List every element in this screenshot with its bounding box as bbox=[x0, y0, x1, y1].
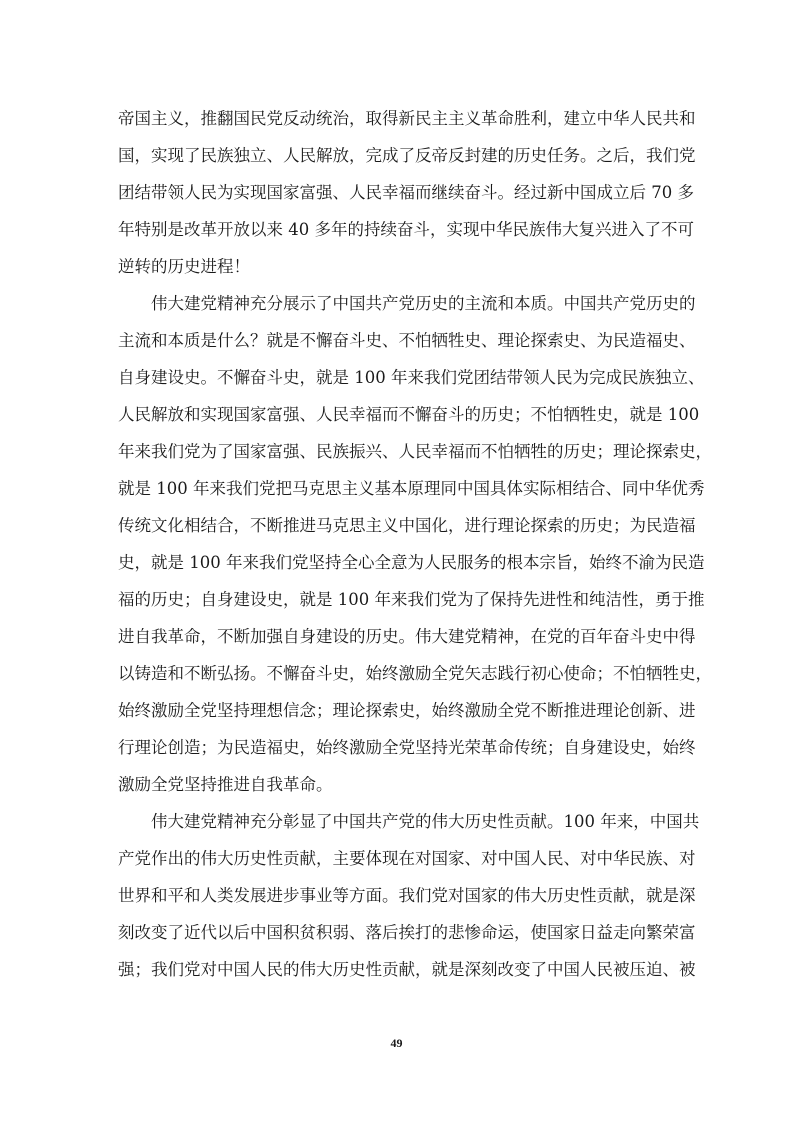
paragraph bbox=[118, 100, 696, 285]
text-line: 始终激励全党坚持理想信念；理论探索史，始终激励全党不断推进理论创新、进 bbox=[118, 701, 696, 720]
text-line: 自身建设史。不懈奋斗史，就是 100 年来我们党团结带领人民为完成民族独立、 bbox=[118, 368, 705, 387]
text-line: 人民解放和实现国家富强、人民幸福而不懈奋斗的历史；不怕牺牲史，就是 100 bbox=[118, 405, 700, 424]
text-line: 刻改变了近代以后中国积贫积弱、落后挨打的悲惨命运，使国家日益走向繁荣富 bbox=[118, 923, 696, 942]
text-line: 行理论创造；为民造福史，始终激励全党坚持光荣革命传统；自身建设史，始终 bbox=[118, 738, 696, 757]
text-line: 年特别是改革开放以来 40 多年的持续奋斗，实现中华民族伟大复兴进入了不可 bbox=[118, 220, 694, 239]
text-line: 世界和平和人类发展进步事业等方面。我们党对国家的伟大历史性贡献，就是深 bbox=[118, 886, 696, 905]
text-line: 主流和本质是什么？就是不懈奋斗史、不怕牺牲史、理论探索史、为民造福史、 bbox=[118, 331, 696, 350]
text-line: 激励全党坚持推进自我革命。 bbox=[118, 775, 333, 794]
text-line: 年来我们党为了国家富强、民族振兴、人民幸福而不怕牺牲的历史；理论探索史， bbox=[118, 442, 712, 461]
text-line: 逆转的历史进程！ bbox=[118, 257, 250, 276]
text-line: 帝国主义，推翻国民党反动统治，取得新民主主义革命胜利，建立中华人民共和 bbox=[118, 109, 696, 128]
text-line: 就是 100 年来我们党把马克思主义基本原理同中国具体实际相结合、同中华优秀 bbox=[118, 479, 705, 498]
text-line: 伟大建党精神充分展示了中国共产党历史的主流和本质。中国共产党历史的 bbox=[151, 294, 696, 313]
text-line: 强；我们党对中国人民的伟大历史性贡献，就是深刻改变了中国人民被压迫、被 bbox=[118, 960, 696, 979]
text-line: 福的历史；自身建设史，就是 100 年来我们党为了保持先进性和纯洁性，勇于推 bbox=[118, 590, 705, 609]
text-line: 传统文化相结合，不断推进马克思主义中国化，进行理论探索的历史；为民造福 bbox=[118, 516, 696, 535]
text-line: 以铸造和不断弘扬。不懈奋斗史，始终激励全党矢志践行初心使命；不怕牺牲史， bbox=[118, 664, 712, 683]
text-line: 团结带领人民为实现国家富强、人民幸福而继续奋斗。经过新中国成立后 70 多 bbox=[118, 183, 694, 202]
page-number: 49 bbox=[390, 1036, 403, 1050]
paragraph bbox=[118, 803, 700, 988]
text-line: 产党作出的伟大历史性贡献，主要体现在对国家、对中国人民、对中华民族、对 bbox=[118, 849, 696, 868]
paragraph bbox=[118, 285, 712, 803]
text-line: 史，就是 100 年来我们党坚持全心全意为人民服务的根本宗旨，始终不渝为民造 bbox=[118, 553, 705, 572]
text-line: 进自我革命，不断加强自身建设的历史。伟大建党精神，在党的百年奋斗史中得 bbox=[118, 627, 696, 646]
body-text bbox=[118, 100, 712, 988]
text-line: 伟大建党精神充分彰显了中国共产党的伟大历史性贡献。100 年来，中国共 bbox=[151, 812, 700, 831]
text-line: 国，实现了民族独立、人民解放，完成了反帝反封建的历史任务。之后，我们党 bbox=[118, 146, 696, 165]
